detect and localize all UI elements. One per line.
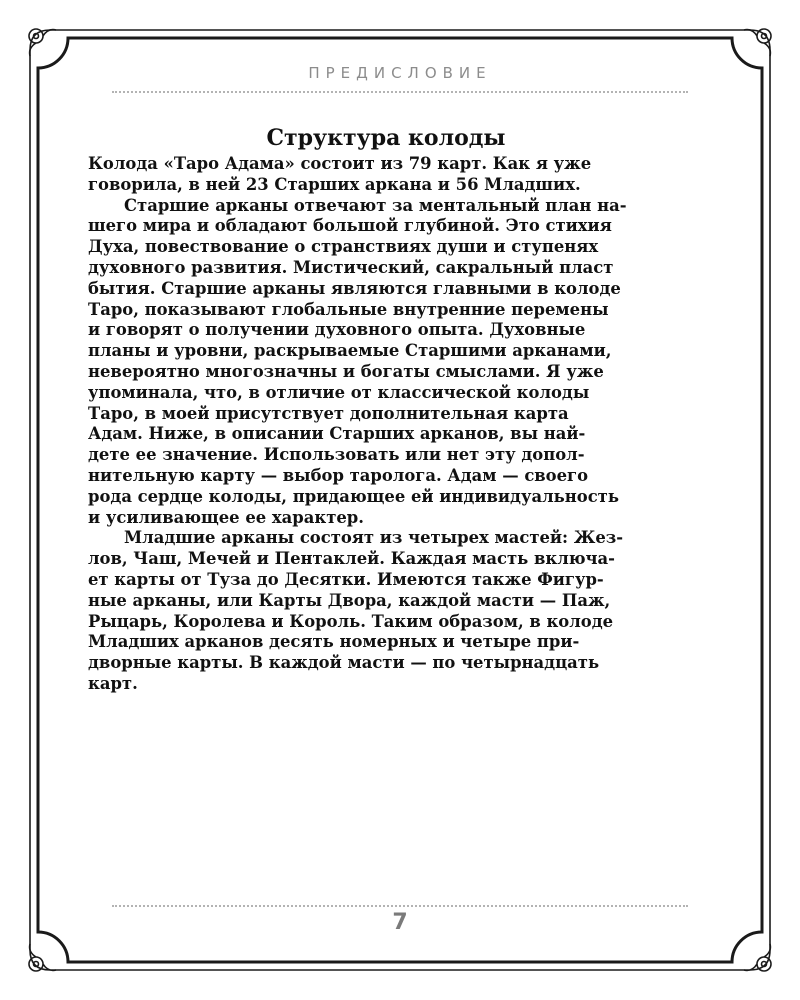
text-line: дворные карты. В каждой масти — по четырнадцать <box>88 653 600 673</box>
text-line: духовного развития. Мистический, сакральный пласт <box>88 257 614 277</box>
text-line: бытия. Старшие арканы являются главными в колоде <box>88 278 621 298</box>
text-line: и усиливающее ее характер. <box>88 507 364 527</box>
text-line: дете ее значение. Использовать или нет эту допол- <box>88 445 585 465</box>
text-line: Младших арканов десять номерных и четыре при- <box>88 632 580 652</box>
bottom-dotted-rule <box>112 905 688 907</box>
page-content <box>88 124 684 695</box>
text-line: Духа, повествование о странствиях души и ступенях <box>88 237 599 257</box>
running-head: ПРЕДИСЛОВИЕ <box>308 64 492 82</box>
text-line: планы и уровни, раскрываемые Старшими арканами, <box>88 341 612 361</box>
text-line: нительную карту — выбор таролога. Адам — своего <box>88 465 589 485</box>
paragraph <box>88 528 684 694</box>
text-line: Таро, показывают глобальные внутренние перемены <box>88 299 609 319</box>
paragraph <box>88 196 684 529</box>
text-line: Колода «Таро Адама» состоит из 79 карт. Как я уже <box>88 154 592 173</box>
text-line: карт. <box>88 673 138 693</box>
text-line: Рыцарь, Королева и Король. Таким образом, в колоде <box>88 611 614 631</box>
section-heading: Структура колоды <box>266 125 506 151</box>
text-line: Младшие арканы состоят из четырех мастей: Жез- <box>124 528 624 548</box>
text-line: говорила, в ней 23 Старших аркана и 56 Младших. <box>88 174 581 194</box>
text-line: Адам. Ниже, в описании Старших арканов, вы най- <box>88 424 586 444</box>
text-line: ные арканы, или Карты Двора, каждой масти — Паж, <box>88 590 611 610</box>
text-line: шего мира и обладают большой глубиной. Это стихия <box>88 216 612 236</box>
text-line: невероятно многозначны и богаты смыслами. Я уже <box>88 361 604 381</box>
text-line: Старшие арканы отвечают за ментальный план на- <box>124 195 627 215</box>
text-line: рода сердце колоды, придающее ей индивидуальность <box>88 486 619 506</box>
text-line: лов, Чаш, Мечей и Пентаклей. Каждая масть включа- <box>88 549 615 569</box>
text-line: и говорят о получении духовного опыта. Духовные <box>88 320 586 340</box>
text-line: упоминала, что, в отличие от классической колоды <box>88 382 590 402</box>
body-text <box>88 154 684 695</box>
text-line: ет карты от Туза до Десятки. Имеются также Фигур- <box>88 569 604 589</box>
top-dotted-rule <box>112 91 688 93</box>
page-number: 7 <box>392 910 408 935</box>
text-line: Таро, в моей присутствует дополнительная карта <box>88 403 569 423</box>
paragraph <box>88 154 684 196</box>
